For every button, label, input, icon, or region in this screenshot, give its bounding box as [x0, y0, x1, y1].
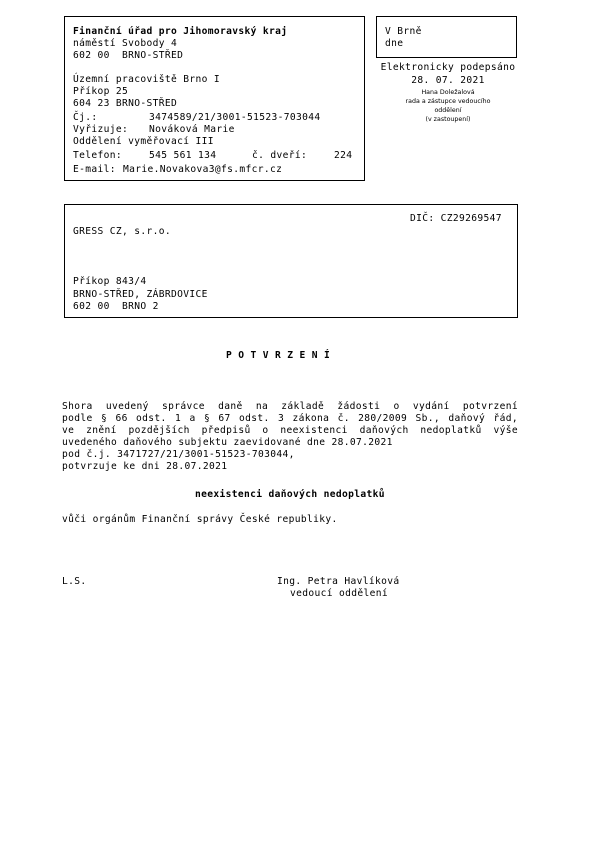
date-label: dne: [385, 38, 404, 49]
sender-branch: Územní pracoviště Brno I: [73, 74, 221, 85]
handler-label: Vyřizuje:: [73, 124, 129, 135]
email-label: E-mail:: [73, 164, 116, 175]
department: Oddělení vyměřovací III: [73, 136, 214, 147]
vat-id: DIČ: CZ29269547: [410, 213, 502, 224]
sender-street: náměstí Svobody 4: [73, 38, 178, 49]
official-name: Ing. Petra Havlíková: [277, 576, 400, 587]
place-city: V Brně: [385, 26, 422, 37]
confirmation-paragraph: [62, 401, 518, 473]
signature-date: 28. 07. 2021: [411, 75, 485, 86]
paragraph-line: podle § 66 odst. 1 a § 67 odst. 3 zákona č. 280/2009 Sb., daňový řád,: [62, 413, 518, 424]
phone-number: 545 561 134: [149, 150, 217, 161]
document-title: P O T V R Z E N Í: [226, 350, 331, 361]
paragraph-line: pod č.j. 3471727/21/3001-51523-703044,: [62, 449, 295, 460]
sender-branch-city: 604 23 BRNO-STŘED: [73, 98, 178, 109]
addressee-postal: 602 00 BRNO 2: [73, 301, 159, 312]
paragraph-line: uvedeného daňového subjektu zaevidované dne 28.07.2021: [62, 437, 393, 448]
official-role: vedoucí oddělení: [290, 588, 389, 599]
seal-mark: L.S.: [62, 576, 87, 587]
door-number: 224: [334, 150, 353, 161]
confirmation-subject: neexistenci daňových nedoplatků: [195, 489, 385, 500]
signer-role-department: oddělení: [434, 107, 462, 114]
paragraph-line: ve znění pozdějších předpisů o neexistenci daňových nedoplatků výše: [62, 425, 518, 436]
signer-name: Hana Doležalová: [421, 89, 475, 96]
closing-line: vůči orgánům Finanční správy České republiky.: [62, 514, 338, 525]
addressee-company: GRESS CZ, s.r.o.: [73, 226, 172, 237]
addressee-street: Příkop 843/4: [73, 276, 147, 287]
paragraph-line: Shora uvedený správce daně na základě žádosti o vydání potvrzení: [62, 401, 518, 412]
sender-branch-street: Příkop 25: [73, 86, 129, 97]
door-label: č. dveří:: [252, 150, 308, 161]
electronic-signature-label: Elektronicky podepsáno: [380, 62, 516, 73]
addressee-district: BRNO-STŘED, ZÁBRDOVICE: [73, 289, 208, 300]
handler-name: Nováková Marie: [149, 124, 235, 135]
sender-city: 602 00 BRNO-STŘED: [73, 50, 184, 61]
paragraph-line: potvrzuje ke dni 28.07.2021: [62, 461, 228, 472]
reference-label: Čj.:: [73, 112, 98, 123]
sender-office-name: Finanční úřad pro Jihomoravský kraj: [73, 26, 288, 37]
email-address: Marie.Novakova3@fs.mfcr.cz: [123, 164, 283, 175]
signer-role: rada a zástupce vedoucího: [405, 98, 491, 105]
reference-number: 3474589/21/3001-51523-703044: [149, 112, 321, 123]
signer-substitution: (v zastoupení): [425, 116, 471, 123]
phone-label: Telefon:: [73, 150, 123, 161]
